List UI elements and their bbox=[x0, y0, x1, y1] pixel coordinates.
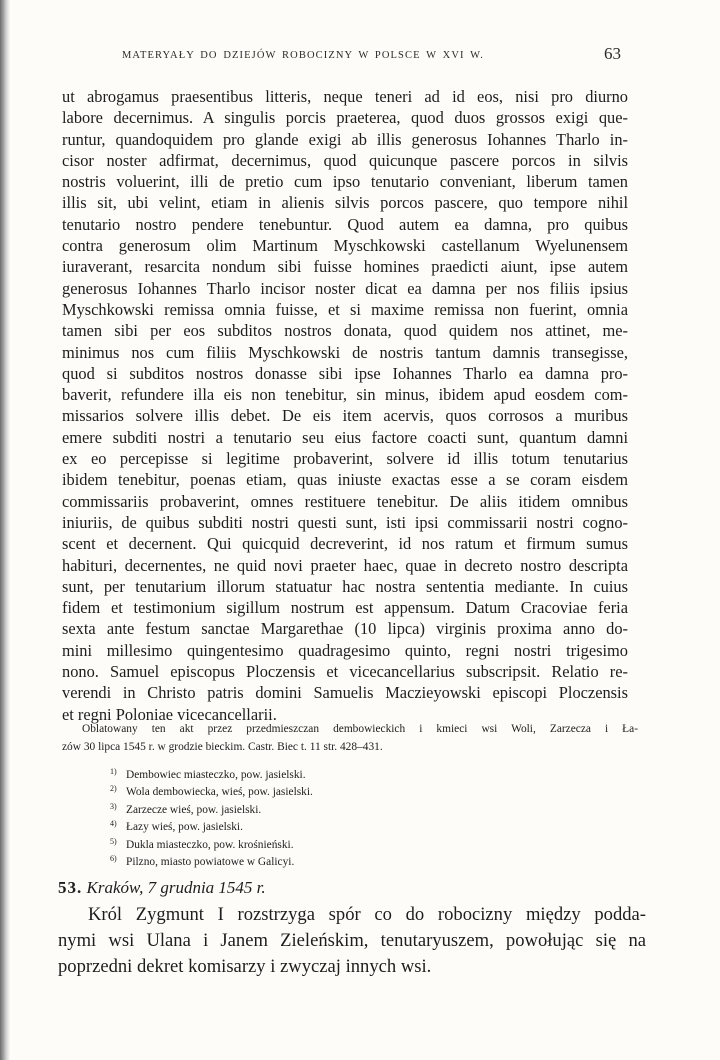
text-line: sexta ante festum sanctae Margarethae (10 lipca) virginis proxima anno do- bbox=[62, 619, 628, 639]
text-line: illis sit, ubi velint, etiam in alienis silvis porcos pascere, quo tempore nihil bbox=[62, 193, 628, 213]
text-line: verendi in Christo patris domini Samuelis Maczieyowski episcopi Ploczensis bbox=[62, 683, 628, 703]
document-heading bbox=[58, 878, 266, 898]
summary-line: Król Zygmunt I rozstrzyga spór co do robocizny między podda- bbox=[88, 904, 646, 925]
footnote-mark: 4) bbox=[110, 819, 117, 829]
running-title: MATERYAŁY DO DZIEJÓW ROBOCIZNY W POLSCE W XVI W. bbox=[122, 50, 484, 61]
archival-note bbox=[62, 720, 638, 756]
footnote bbox=[110, 850, 313, 867]
document-number: 53. bbox=[58, 878, 83, 897]
text-line: tamen sibi per eos subditos nostros donata, quod quidem nos attinet, me- bbox=[62, 321, 628, 341]
footnote-text: Zarzecze wieś, pow. jasielski. bbox=[126, 803, 262, 816]
footnote bbox=[110, 780, 313, 797]
footnote-mark: 3) bbox=[110, 801, 117, 811]
footnote-mark: 6) bbox=[110, 853, 117, 863]
text-line: baverit, refundere illa eis non tenebitur, sin minus, ibidem apud eosdem com- bbox=[62, 385, 628, 405]
text-line: ut abrogamus praesentibus litteris, neque teneri ad id eos, nisi pro diurno bbox=[62, 87, 628, 106]
text-line: nostris voluerint, illi de pretio cum ipso tenutario conveniant, liberum tamen bbox=[62, 172, 628, 192]
note-line: zów 30 lipca 1545 r. w grodzie bieckim. Castr. Biec t. 11 str. 428–431. bbox=[62, 741, 383, 753]
footnote bbox=[110, 763, 313, 780]
text-line: ibidem tenebitur, poenas etiam, quas iniuste exactas esse a se coram eisdem bbox=[62, 470, 628, 490]
text-line: emere subditi nostri a tenutario seu eius factore coacti sunt, quantum damni bbox=[62, 427, 628, 447]
text-line: scent et decernent. Qui quicquid decreverint, id nos ratum et firmum sumus bbox=[62, 534, 628, 554]
text-line: habituri, decernentes, ne quid novi praeter haec, quae in decreto nostro descripta bbox=[62, 555, 628, 575]
footnote-mark: 1) bbox=[110, 767, 117, 776]
page-number: 63 bbox=[604, 44, 621, 63]
footnote-text: Dukla miasteczko, pow. krośnieński. bbox=[126, 838, 294, 851]
book-spine-shadow bbox=[0, 0, 10, 1060]
document-summary bbox=[58, 902, 646, 980]
text-line: runtur, quandoquidem pro glande exigi ab illis generosus Iohannes Tharlo in- bbox=[62, 129, 628, 149]
text-line: et regni Poloniae vicecancellarii. bbox=[62, 704, 277, 724]
footnote-text: Wola dembowiecka, wieś, pow. jasielski. bbox=[126, 786, 313, 799]
text-line: iniuriis, de quibus subditi nostri questi sunt, isti ipsi commissarii nostri cogno- bbox=[62, 512, 628, 532]
document-place-date: Kraków, 7 grudnia 1545 r. bbox=[86, 878, 266, 897]
footnotes bbox=[110, 763, 313, 867]
text-line: minimus nos cum filiis Myschkowski de nostris tantum damnis transegisse, bbox=[62, 342, 628, 362]
text-line: quod si subditos nostros donasse sibi ipse Iohannes Tharlo ea damna pro- bbox=[62, 363, 628, 383]
text-line: Myschkowski remissa omnia fuisse, et si maxime remissa non fuerint, omnia bbox=[62, 299, 628, 319]
summary-line: nymi wsi Ulana i Janem Zieleńskim, tenutaryuszem, powołując się na bbox=[58, 930, 646, 951]
footnote-text: Pilzno, miasto powiatowe w Galicyi. bbox=[126, 855, 295, 868]
footnote bbox=[110, 833, 313, 850]
footnote-text: Dembowiec miasteczko, pow. jasielski. bbox=[126, 769, 306, 781]
summary-line: poprzedni dekret komisarzy i zwyczaj innych wsi. bbox=[58, 956, 432, 977]
text-line: contra generosum olim Martinum Myschkowski castellanum Wyelunensem bbox=[62, 236, 628, 256]
note-line: Oblatowany ten akt przez przedmieszczan dembowieckich i kmieci wsi Woli, Zarzecza i Ła- bbox=[82, 723, 638, 735]
text-line: labore decernimus. A singulis porcis praeterea, quod duos grossos exigi que- bbox=[62, 108, 628, 128]
footnote-mark: 2) bbox=[110, 784, 117, 794]
text-line: cisor noster adfirmat, decernimus, quod quicunque pascere porcos in silvis bbox=[62, 150, 628, 170]
text-line: commissariis probaverint, omnes restituere tenebitur. De aliis itidem omnibus bbox=[62, 491, 628, 511]
text-line: iuraverant, resarcita nondum sibi fuisse homines praedicti aiunt, ipse autem bbox=[62, 257, 628, 277]
footnote-mark: 5) bbox=[110, 836, 117, 846]
footnote bbox=[110, 798, 313, 815]
text-line: generosus Iohannes Tharlo incisor noster dicat ea damna per nos filiis ipsius bbox=[62, 278, 628, 298]
text-line: sunt, per tenutarium illorum statuatur hac nostra sententia mediante. In cuius bbox=[62, 576, 628, 596]
text-line: missarios solvere illis debet. De eis item acervis, quos corrosos a muribus bbox=[62, 406, 628, 426]
text-line: nono. Samuel episcopus Ploczensis et vicecancellarius subscripsit. Relatio re- bbox=[62, 662, 628, 682]
main-latin-text bbox=[62, 86, 628, 725]
text-line: ex eo percepisse si legitime probaverint, solvere id illis totum tenutarius bbox=[62, 449, 628, 469]
text-line: tenutario nostro pendere tenebuntur. Quod autem ea damna, pro quibus bbox=[62, 214, 628, 234]
footnote-text: Łazy wieś, pow. jasielski. bbox=[126, 821, 243, 834]
footnote bbox=[110, 815, 313, 832]
text-line: mini millesimo quingentesimo quadragesimo quinto, regni nostri trigesimo bbox=[62, 640, 628, 660]
text-line: fidem et testimonium sigillum nostrum est appensum. Datum Cracoviae feria bbox=[62, 598, 628, 618]
